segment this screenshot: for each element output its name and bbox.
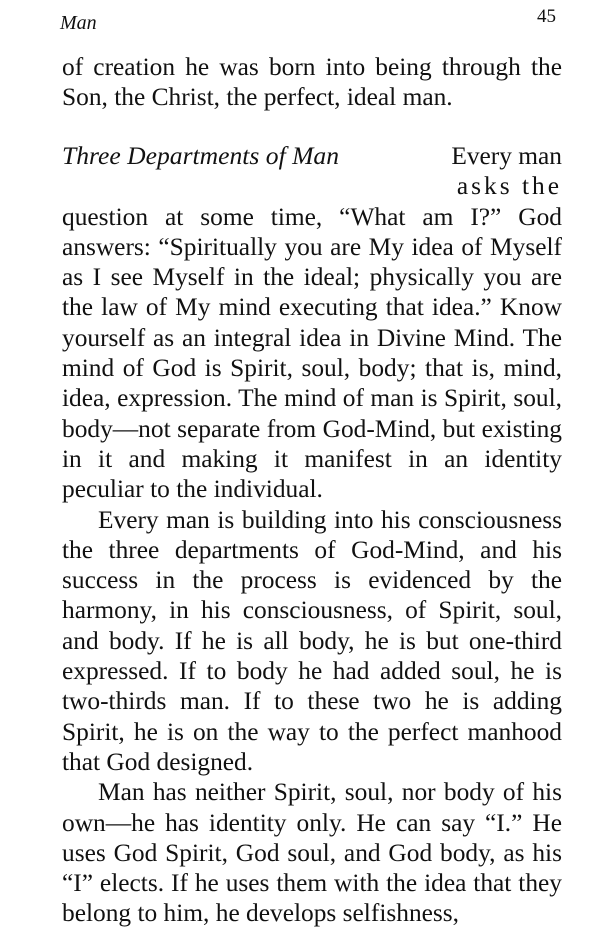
paragraph-3: Man has neither Spirit, soul, nor body of his own—he has identity only. He can say “I.” He uses God Spirit, God soul, and God body, as his “I” elects. If he uses them with the idea that they belong to him, he develops selfishness, [62,778,562,928]
heading-run-in-text [451,141,562,202]
section-heading: Three Departments of Man [62,141,339,170]
continuation-paragraph: of creation he was born into being through the Son, the Christ, the perfect, ideal man. [62,53,562,112]
page-number: 45 [537,6,556,27]
paragraph-1: question at some time, “What am I?” God answers: “Spiritually you are My idea of Myself as I see Myself in the ideal; physically you are the law of My mind executing that idea.” Know yourself as an integral idea in Divine Mind. The mind of God is Spirit, soul, body; that is, mind, idea, expression. The mind of man is Spirit, soul, body—not separate from God-Mind, but existing in it and making it manifest in an identity peculiar to the individual. [62,202,562,504]
run-in-line-1: Every man [451,142,562,170]
run-in-line-2: asks the [456,172,562,201]
paragraph-2: Every man is building into his consciousness the three departments of God-Mind, and his success in the process is evidenced by the harmony, in his consciousness, of Spirit, soul, and body. If he is all body, he is but one-third expressed. If to body he had added soul, he is two-thirds man. If to these two he is adding Spirit, he is on the way to the perfect manhood that God designed. [62,505,562,776]
section-heading-row [62,141,562,202]
section-three-departments [62,141,562,929]
running-head: Man [60,12,97,34]
